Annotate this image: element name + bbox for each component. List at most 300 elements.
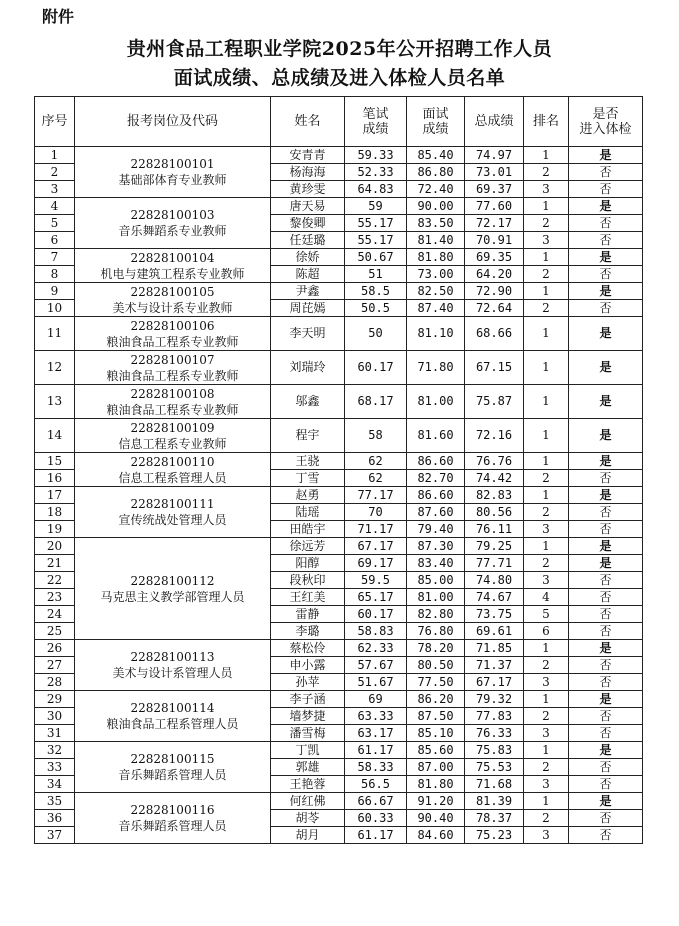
cell-written-score: 56.5 — [345, 776, 407, 793]
position-title: 宣传统战处管理人员 — [118, 513, 227, 527]
cell-physical-exam: 否 — [569, 606, 643, 623]
cell-interview-score: 81.00 — [407, 589, 465, 606]
cell-total-score: 75.83 — [465, 742, 524, 759]
position-code: 22828100105 — [130, 284, 215, 299]
cell-total-score: 72.90 — [465, 283, 524, 300]
position-title: 美术与设计系管理人员 — [112, 666, 233, 680]
cell-physical-exam: 是 — [569, 538, 643, 555]
cell-written-score: 69.17 — [345, 555, 407, 572]
cell-physical-exam: 否 — [569, 623, 643, 640]
cell-total-score: 81.39 — [465, 793, 524, 810]
cell-name: 蔡松伶 — [271, 640, 345, 657]
cell-rank: 1 — [524, 419, 569, 453]
cell-name: 安青青 — [271, 147, 345, 164]
cell-name: 李璐 — [271, 623, 345, 640]
cell-physical-exam: 是 — [569, 198, 643, 215]
cell-physical-exam: 是 — [569, 555, 643, 572]
cell-total-score: 80.56 — [465, 504, 524, 521]
cell-rank: 5 — [524, 606, 569, 623]
position-title: 基础部体育专业教师 — [118, 173, 227, 187]
cell-rank: 1 — [524, 385, 569, 419]
cell-no: 7 — [35, 249, 75, 266]
cell-written-score: 66.67 — [345, 793, 407, 810]
header-no: 序号 — [35, 97, 75, 147]
cell-total-score: 76.33 — [465, 725, 524, 742]
cell-no: 13 — [35, 385, 75, 419]
cell-written-score: 59.5 — [345, 572, 407, 589]
position-title: 音乐舞蹈系专业教师 — [118, 224, 227, 238]
cell-physical-exam: 否 — [569, 572, 643, 589]
cell-no: 32 — [35, 742, 75, 759]
cell-name: 潘雪梅 — [271, 725, 345, 742]
table-row — [35, 283, 643, 300]
header-rank: 排名 — [524, 97, 569, 147]
cell-total-score: 78.37 — [465, 810, 524, 827]
cell-written-score: 63.33 — [345, 708, 407, 725]
cell-no: 35 — [35, 793, 75, 810]
table-row — [35, 538, 643, 555]
cell-interview-score: 73.00 — [407, 266, 465, 283]
cell-interview-score: 87.40 — [407, 300, 465, 317]
cell-physical-exam: 否 — [569, 589, 643, 606]
cell-rank: 1 — [524, 351, 569, 385]
cell-total-score: 73.75 — [465, 606, 524, 623]
cell-physical-exam: 否 — [569, 470, 643, 487]
cell-interview-score: 86.60 — [407, 487, 465, 504]
cell-total-score: 76.76 — [465, 453, 524, 470]
position-code: 22828100104 — [130, 250, 215, 265]
cell-position — [75, 385, 271, 419]
cell-rank: 2 — [524, 300, 569, 317]
cell-name: 邬鑫 — [271, 385, 345, 419]
cell-no: 28 — [35, 674, 75, 691]
cell-total-score: 79.25 — [465, 538, 524, 555]
cell-physical-exam: 否 — [569, 164, 643, 181]
position-title: 音乐舞蹈系管理人员 — [118, 768, 227, 782]
cell-name: 赵勇 — [271, 487, 345, 504]
table-row — [35, 317, 643, 351]
cell-name: 黎俊卿 — [271, 215, 345, 232]
cell-name: 雷静 — [271, 606, 345, 623]
cell-no: 31 — [35, 725, 75, 742]
cell-total-score: 76.11 — [465, 521, 524, 538]
cell-total-score: 71.85 — [465, 640, 524, 657]
cell-total-score: 74.42 — [465, 470, 524, 487]
cell-interview-score: 76.80 — [407, 623, 465, 640]
cell-name: 唐天易 — [271, 198, 345, 215]
cell-interview-score: 82.50 — [407, 283, 465, 300]
cell-name: 段秋印 — [271, 572, 345, 589]
cell-physical-exam: 是 — [569, 487, 643, 504]
cell-no: 11 — [35, 317, 75, 351]
cell-interview-score: 86.60 — [407, 453, 465, 470]
cell-rank: 3 — [524, 827, 569, 844]
cell-physical-exam: 是 — [569, 317, 643, 351]
cell-position — [75, 351, 271, 385]
cell-rank: 3 — [524, 572, 569, 589]
cell-written-score: 57.67 — [345, 657, 407, 674]
cell-interview-score: 81.40 — [407, 232, 465, 249]
cell-rank: 3 — [524, 725, 569, 742]
cell-name: 徐远芳 — [271, 538, 345, 555]
cell-total-score: 74.67 — [465, 589, 524, 606]
cell-position — [75, 742, 271, 793]
cell-name: 田皓宇 — [271, 521, 345, 538]
attachment-label: 附件 — [42, 7, 75, 26]
cell-rank: 2 — [524, 470, 569, 487]
cell-total-score: 72.17 — [465, 215, 524, 232]
cell-no: 30 — [35, 708, 75, 725]
cell-interview-score: 87.50 — [407, 708, 465, 725]
cell-physical-exam: 否 — [569, 521, 643, 538]
cell-physical-exam: 否 — [569, 674, 643, 691]
cell-no: 2 — [35, 164, 75, 181]
cell-name: 李天明 — [271, 317, 345, 351]
cell-name: 李子涵 — [271, 691, 345, 708]
cell-no: 3 — [35, 181, 75, 198]
cell-no: 36 — [35, 810, 75, 827]
cell-name: 周芘嫣 — [271, 300, 345, 317]
header-position: 报考岗位及代码 — [75, 97, 271, 147]
cell-rank: 1 — [524, 742, 569, 759]
cell-written-score: 62.33 — [345, 640, 407, 657]
cell-no: 22 — [35, 572, 75, 589]
cell-physical-exam: 是 — [569, 742, 643, 759]
cell-name: 胡月 — [271, 827, 345, 844]
cell-name: 申小露 — [271, 657, 345, 674]
cell-interview-score: 84.60 — [407, 827, 465, 844]
cell-written-score: 61.17 — [345, 742, 407, 759]
cell-total-score: 75.23 — [465, 827, 524, 844]
cell-rank: 1 — [524, 453, 569, 470]
cell-written-score: 65.17 — [345, 589, 407, 606]
cell-name: 陆瑶 — [271, 504, 345, 521]
cell-position — [75, 147, 271, 198]
table-row — [35, 385, 643, 419]
cell-no: 34 — [35, 776, 75, 793]
cell-written-score: 55.17 — [345, 232, 407, 249]
cell-interview-score: 87.00 — [407, 759, 465, 776]
cell-written-score: 58 — [345, 419, 407, 453]
position-title: 粮油食品工程系专业教师 — [106, 402, 239, 417]
cell-no: 15 — [35, 453, 75, 470]
cell-total-score: 75.53 — [465, 759, 524, 776]
cell-written-score: 60.33 — [345, 810, 407, 827]
cell-total-score: 75.87 — [465, 385, 524, 419]
cell-interview-score: 85.10 — [407, 725, 465, 742]
position-code: 22828100103 — [130, 208, 215, 222]
cell-no: 33 — [35, 759, 75, 776]
cell-physical-exam: 否 — [569, 657, 643, 674]
cell-interview-score: 87.30 — [407, 538, 465, 555]
cell-rank: 1 — [524, 249, 569, 266]
table-row — [35, 419, 643, 453]
cell-physical-exam: 否 — [569, 181, 643, 198]
cell-written-score: 67.17 — [345, 538, 407, 555]
cell-rank: 1 — [524, 198, 569, 215]
cell-interview-score: 82.80 — [407, 606, 465, 623]
cell-name: 黄珍雯 — [271, 181, 345, 198]
cell-physical-exam: 否 — [569, 827, 643, 844]
cell-interview-score: 81.60 — [407, 419, 465, 453]
cell-total-score: 69.61 — [465, 623, 524, 640]
cell-interview-score: 81.10 — [407, 317, 465, 351]
cell-no: 19 — [35, 521, 75, 538]
cell-name: 丁凯 — [271, 742, 345, 759]
cell-no: 14 — [35, 419, 75, 453]
cell-total-score: 64.20 — [465, 266, 524, 283]
cell-name: 杨海海 — [271, 164, 345, 181]
header-physical: 是否 进入体检 — [569, 97, 643, 147]
header-interview: 面试 成绩 — [407, 97, 465, 147]
cell-physical-exam: 否 — [569, 232, 643, 249]
position-title: 马克思主义教学部管理人员 — [100, 589, 245, 604]
cell-interview-score: 77.50 — [407, 674, 465, 691]
position-code: 22828100111 — [130, 497, 215, 511]
cell-no: 8 — [35, 266, 75, 283]
cell-total-score: 73.01 — [465, 164, 524, 181]
cell-name: 陈超 — [271, 266, 345, 283]
cell-rank: 4 — [524, 589, 569, 606]
cell-name: 尹鑫 — [271, 283, 345, 300]
cell-rank: 2 — [524, 164, 569, 181]
cell-no: 4 — [35, 198, 75, 215]
cell-rank: 1 — [524, 640, 569, 657]
document-title-line2: 面试成绩、总成绩及进入体检人员名单 — [173, 67, 506, 89]
cell-total-score: 77.83 — [465, 708, 524, 725]
position-code: 22828100106 — [130, 318, 215, 333]
cell-no: 18 — [35, 504, 75, 521]
position-code: 22828100108 — [130, 386, 215, 401]
cell-no: 12 — [35, 351, 75, 385]
cell-physical-exam: 否 — [569, 810, 643, 827]
cell-total-score: 69.37 — [465, 181, 524, 198]
cell-interview-score: 79.40 — [407, 521, 465, 538]
position-title: 信息工程系管理人员 — [118, 470, 227, 485]
cell-written-score: 64.83 — [345, 181, 407, 198]
cell-rank: 2 — [524, 708, 569, 725]
cell-position — [75, 283, 271, 317]
cell-rank: 2 — [524, 504, 569, 521]
cell-interview-score: 85.40 — [407, 147, 465, 164]
cell-rank: 2 — [524, 759, 569, 776]
cell-physical-exam: 是 — [569, 147, 643, 164]
table-row — [35, 487, 643, 504]
cell-name: 王骁 — [271, 453, 345, 470]
table-row — [35, 742, 643, 759]
cell-position — [75, 487, 271, 538]
position-title: 粮油食品工程系管理人员 — [106, 717, 239, 731]
cell-interview-score: 85.60 — [407, 742, 465, 759]
cell-name: 胡苓 — [271, 810, 345, 827]
cell-no: 1 — [35, 147, 75, 164]
cell-total-score: 72.16 — [465, 419, 524, 453]
cell-no: 17 — [35, 487, 75, 504]
cell-rank: 2 — [524, 215, 569, 232]
position-code: 22828100114 — [130, 701, 215, 715]
cell-physical-exam: 是 — [569, 351, 643, 385]
position-title: 音乐舞蹈系管理人员 — [118, 819, 227, 833]
cell-position — [75, 419, 271, 453]
position-title: 美术与设计系专业教师 — [112, 300, 233, 315]
cell-no: 23 — [35, 589, 75, 606]
cell-written-score: 50.67 — [345, 249, 407, 266]
position-title: 机电与建筑工程系专业教师 — [100, 266, 245, 281]
cell-rank: 2 — [524, 555, 569, 572]
table-row — [35, 640, 643, 657]
cell-name: 王艳蓉 — [271, 776, 345, 793]
cell-rank: 1 — [524, 691, 569, 708]
cell-total-score: 67.17 — [465, 674, 524, 691]
cell-written-score: 61.17 — [345, 827, 407, 844]
cell-rank: 1 — [524, 538, 569, 555]
cell-no: 29 — [35, 691, 75, 708]
cell-written-score: 60.17 — [345, 606, 407, 623]
cell-written-score: 68.17 — [345, 385, 407, 419]
cell-physical-exam: 否 — [569, 504, 643, 521]
cell-rank: 6 — [524, 623, 569, 640]
position-code: 22828100115 — [130, 752, 215, 766]
cell-total-score: 79.32 — [465, 691, 524, 708]
cell-position — [75, 793, 271, 844]
cell-total-score: 69.35 — [465, 249, 524, 266]
cell-rank: 1 — [524, 147, 569, 164]
position-code: 22828100116 — [130, 803, 215, 817]
position-title: 信息工程系专业教师 — [118, 436, 227, 451]
cell-rank: 1 — [524, 487, 569, 504]
document-title-line1: 贵州食品工程职业学院2025年公开招聘工作人员 — [126, 38, 553, 60]
cell-rank: 1 — [524, 317, 569, 351]
cell-physical-exam: 否 — [569, 725, 643, 742]
cell-rank: 2 — [524, 657, 569, 674]
cell-rank: 2 — [524, 266, 569, 283]
cell-name: 徐娇 — [271, 249, 345, 266]
cell-physical-exam: 是 — [569, 793, 643, 810]
cell-rank: 3 — [524, 181, 569, 198]
table-row — [35, 147, 643, 164]
cell-written-score: 63.17 — [345, 725, 407, 742]
cell-physical-exam: 是 — [569, 283, 643, 300]
position-code: 22828100101 — [130, 157, 215, 171]
cell-total-score: 74.97 — [465, 147, 524, 164]
cell-no: 5 — [35, 215, 75, 232]
cell-written-score: 50 — [345, 317, 407, 351]
cell-name: 阳醇 — [271, 555, 345, 572]
cell-physical-exam: 否 — [569, 215, 643, 232]
position-code: 22828100109 — [130, 420, 215, 435]
cell-written-score: 58.5 — [345, 283, 407, 300]
cell-physical-exam: 是 — [569, 419, 643, 453]
position-code: 22828100112 — [130, 573, 215, 588]
cell-interview-score: 78.20 — [407, 640, 465, 657]
cell-name: 墙梦捷 — [271, 708, 345, 725]
position-code: 22828100113 — [130, 650, 215, 664]
position-title: 粮油食品工程系专业教师 — [106, 368, 239, 383]
table-row — [35, 198, 643, 215]
cell-no: 37 — [35, 827, 75, 844]
cell-interview-score: 83.50 — [407, 215, 465, 232]
cell-no: 25 — [35, 623, 75, 640]
cell-physical-exam: 是 — [569, 691, 643, 708]
cell-name: 任廷璐 — [271, 232, 345, 249]
cell-written-score: 62 — [345, 470, 407, 487]
cell-no: 21 — [35, 555, 75, 572]
header-written: 笔试 成绩 — [345, 97, 407, 147]
cell-rank: 2 — [524, 810, 569, 827]
cell-written-score: 51.67 — [345, 674, 407, 691]
cell-written-score: 70 — [345, 504, 407, 521]
table-row — [35, 453, 643, 470]
table-row — [35, 691, 643, 708]
cell-total-score: 68.66 — [465, 317, 524, 351]
cell-name: 郭雄 — [271, 759, 345, 776]
cell-total-score: 67.15 — [465, 351, 524, 385]
results-table — [34, 96, 643, 844]
table-row — [35, 351, 643, 385]
cell-rank: 3 — [524, 674, 569, 691]
cell-position — [75, 453, 271, 487]
cell-physical-exam: 否 — [569, 300, 643, 317]
cell-no: 16 — [35, 470, 75, 487]
cell-position — [75, 691, 271, 742]
cell-written-score: 58.83 — [345, 623, 407, 640]
cell-name: 刘瑞玲 — [271, 351, 345, 385]
cell-written-score: 71.17 — [345, 521, 407, 538]
cell-no: 9 — [35, 283, 75, 300]
cell-written-score: 59 — [345, 198, 407, 215]
cell-physical-exam: 是 — [569, 453, 643, 470]
cell-interview-score: 90.00 — [407, 198, 465, 215]
cell-total-score: 74.80 — [465, 572, 524, 589]
cell-no: 6 — [35, 232, 75, 249]
position-code: 22828100110 — [130, 454, 215, 469]
cell-interview-score: 83.40 — [407, 555, 465, 572]
cell-position — [75, 198, 271, 249]
cell-position — [75, 249, 271, 283]
cell-interview-score: 86.80 — [407, 164, 465, 181]
cell-no: 24 — [35, 606, 75, 623]
cell-position — [75, 538, 271, 640]
cell-total-score: 71.37 — [465, 657, 524, 674]
cell-no: 27 — [35, 657, 75, 674]
cell-position — [75, 317, 271, 351]
cell-interview-score: 91.20 — [407, 793, 465, 810]
cell-physical-exam: 否 — [569, 776, 643, 793]
cell-written-score: 58.33 — [345, 759, 407, 776]
position-code: 22828100107 — [130, 352, 215, 367]
cell-name: 王红美 — [271, 589, 345, 606]
cell-rank: 1 — [524, 793, 569, 810]
cell-written-score: 55.17 — [345, 215, 407, 232]
cell-total-score: 77.71 — [465, 555, 524, 572]
cell-written-score: 77.17 — [345, 487, 407, 504]
cell-interview-score: 90.40 — [407, 810, 465, 827]
cell-interview-score: 81.00 — [407, 385, 465, 419]
cell-no: 20 — [35, 538, 75, 555]
cell-written-score: 52.33 — [345, 164, 407, 181]
cell-interview-score: 86.20 — [407, 691, 465, 708]
cell-written-score: 50.5 — [345, 300, 407, 317]
header-name: 姓名 — [271, 97, 345, 147]
cell-interview-score: 71.80 — [407, 351, 465, 385]
cell-total-score: 82.83 — [465, 487, 524, 504]
cell-position — [75, 640, 271, 691]
cell-written-score: 62 — [345, 453, 407, 470]
cell-rank: 3 — [524, 776, 569, 793]
cell-written-score: 51 — [345, 266, 407, 283]
cell-total-score: 77.60 — [465, 198, 524, 215]
cell-written-score: 60.17 — [345, 351, 407, 385]
